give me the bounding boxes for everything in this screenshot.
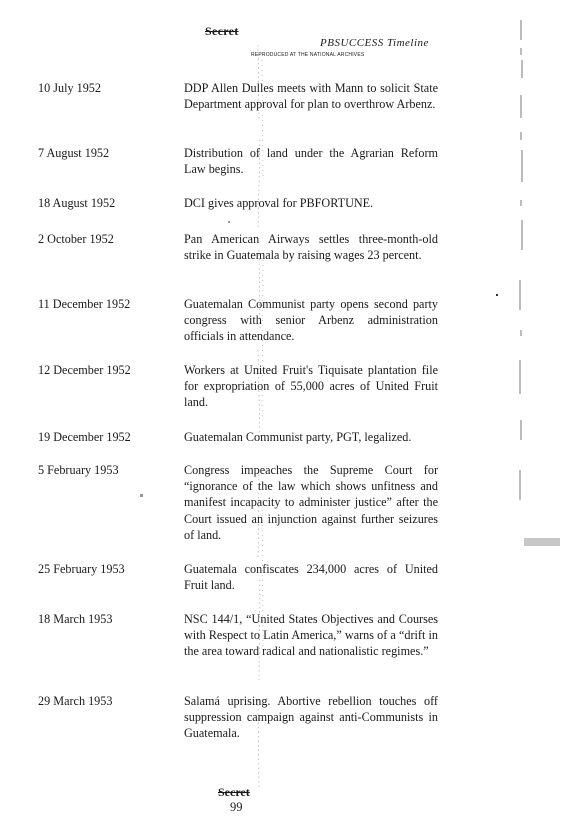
entry-text: DDP Allen Dulles meets with Mann to solicit State Department approval for plan to overthrow Arbenz. — [184, 81, 438, 112]
entry-text: Workers at United Fruit's Tiquisate plantation file for expropriation of 55,000 acres of United Fruit land. — [184, 363, 438, 410]
entry-date: 12 December 1952 — [38, 363, 131, 377]
entry-date: 2 October 1952 — [38, 232, 114, 246]
page-number: 99 — [230, 800, 243, 814]
header-title: PBSUCCESS Timeline — [320, 37, 429, 49]
entry-date: 25 February 1953 — [38, 562, 125, 576]
entry-date: 19 December 1952 — [38, 430, 131, 444]
entry-text: Guatemalan Communist party, PGT, legalized. — [184, 430, 412, 444]
entry-date: 5 February 1953 — [38, 463, 119, 477]
entry-text: Salamá uprising. Abortive rebellion touches off suppression campaign against anti-Communists in Guatemala. — [184, 694, 438, 741]
entry-text: Guatemalan Communist party opens second party congress with senior Arbenz administration officials in attendance. — [184, 297, 438, 344]
entry-text: DCI gives approval for PBFORTUNE. — [184, 196, 374, 210]
archives-stamp: REPRODUCED AT THE NATIONAL ARCHIVES — [251, 52, 365, 58]
entry-text: Guatemala confiscates 234,000 acres of United Fruit land. — [184, 562, 438, 593]
entry-date: 18 August 1952 — [38, 196, 116, 210]
entry-text: Pan American Airways settles three-month-old strike in Guatemala by raising wages 23 percent. — [184, 232, 438, 263]
entry-text: NSC 144/1, “United States Objectives and Courses with Respect to Latin America,” warns of a “drift in the area toward radical and nationalistic regimes.” — [184, 612, 438, 659]
entry-text: Congress impeaches the Supreme Court for “ignorance of the law which shows unfitness and manifest incapacity to administer justice” after the Court issued an injunction against further seizures of land. — [184, 463, 438, 542]
entry-text: Distribution of land under the Agrarian Reform Law begins. — [184, 146, 438, 177]
footer-classification: Secret — [218, 785, 250, 799]
entry-date: 29 March 1953 — [38, 694, 113, 708]
entry-date: 11 December 1952 — [38, 297, 131, 311]
header-classification: Secret — [205, 24, 239, 38]
entry-date: 18 March 1953 — [38, 612, 113, 626]
entry-date: 7 August 1952 — [38, 146, 110, 160]
entry-date: 10 July 1952 — [38, 81, 101, 95]
